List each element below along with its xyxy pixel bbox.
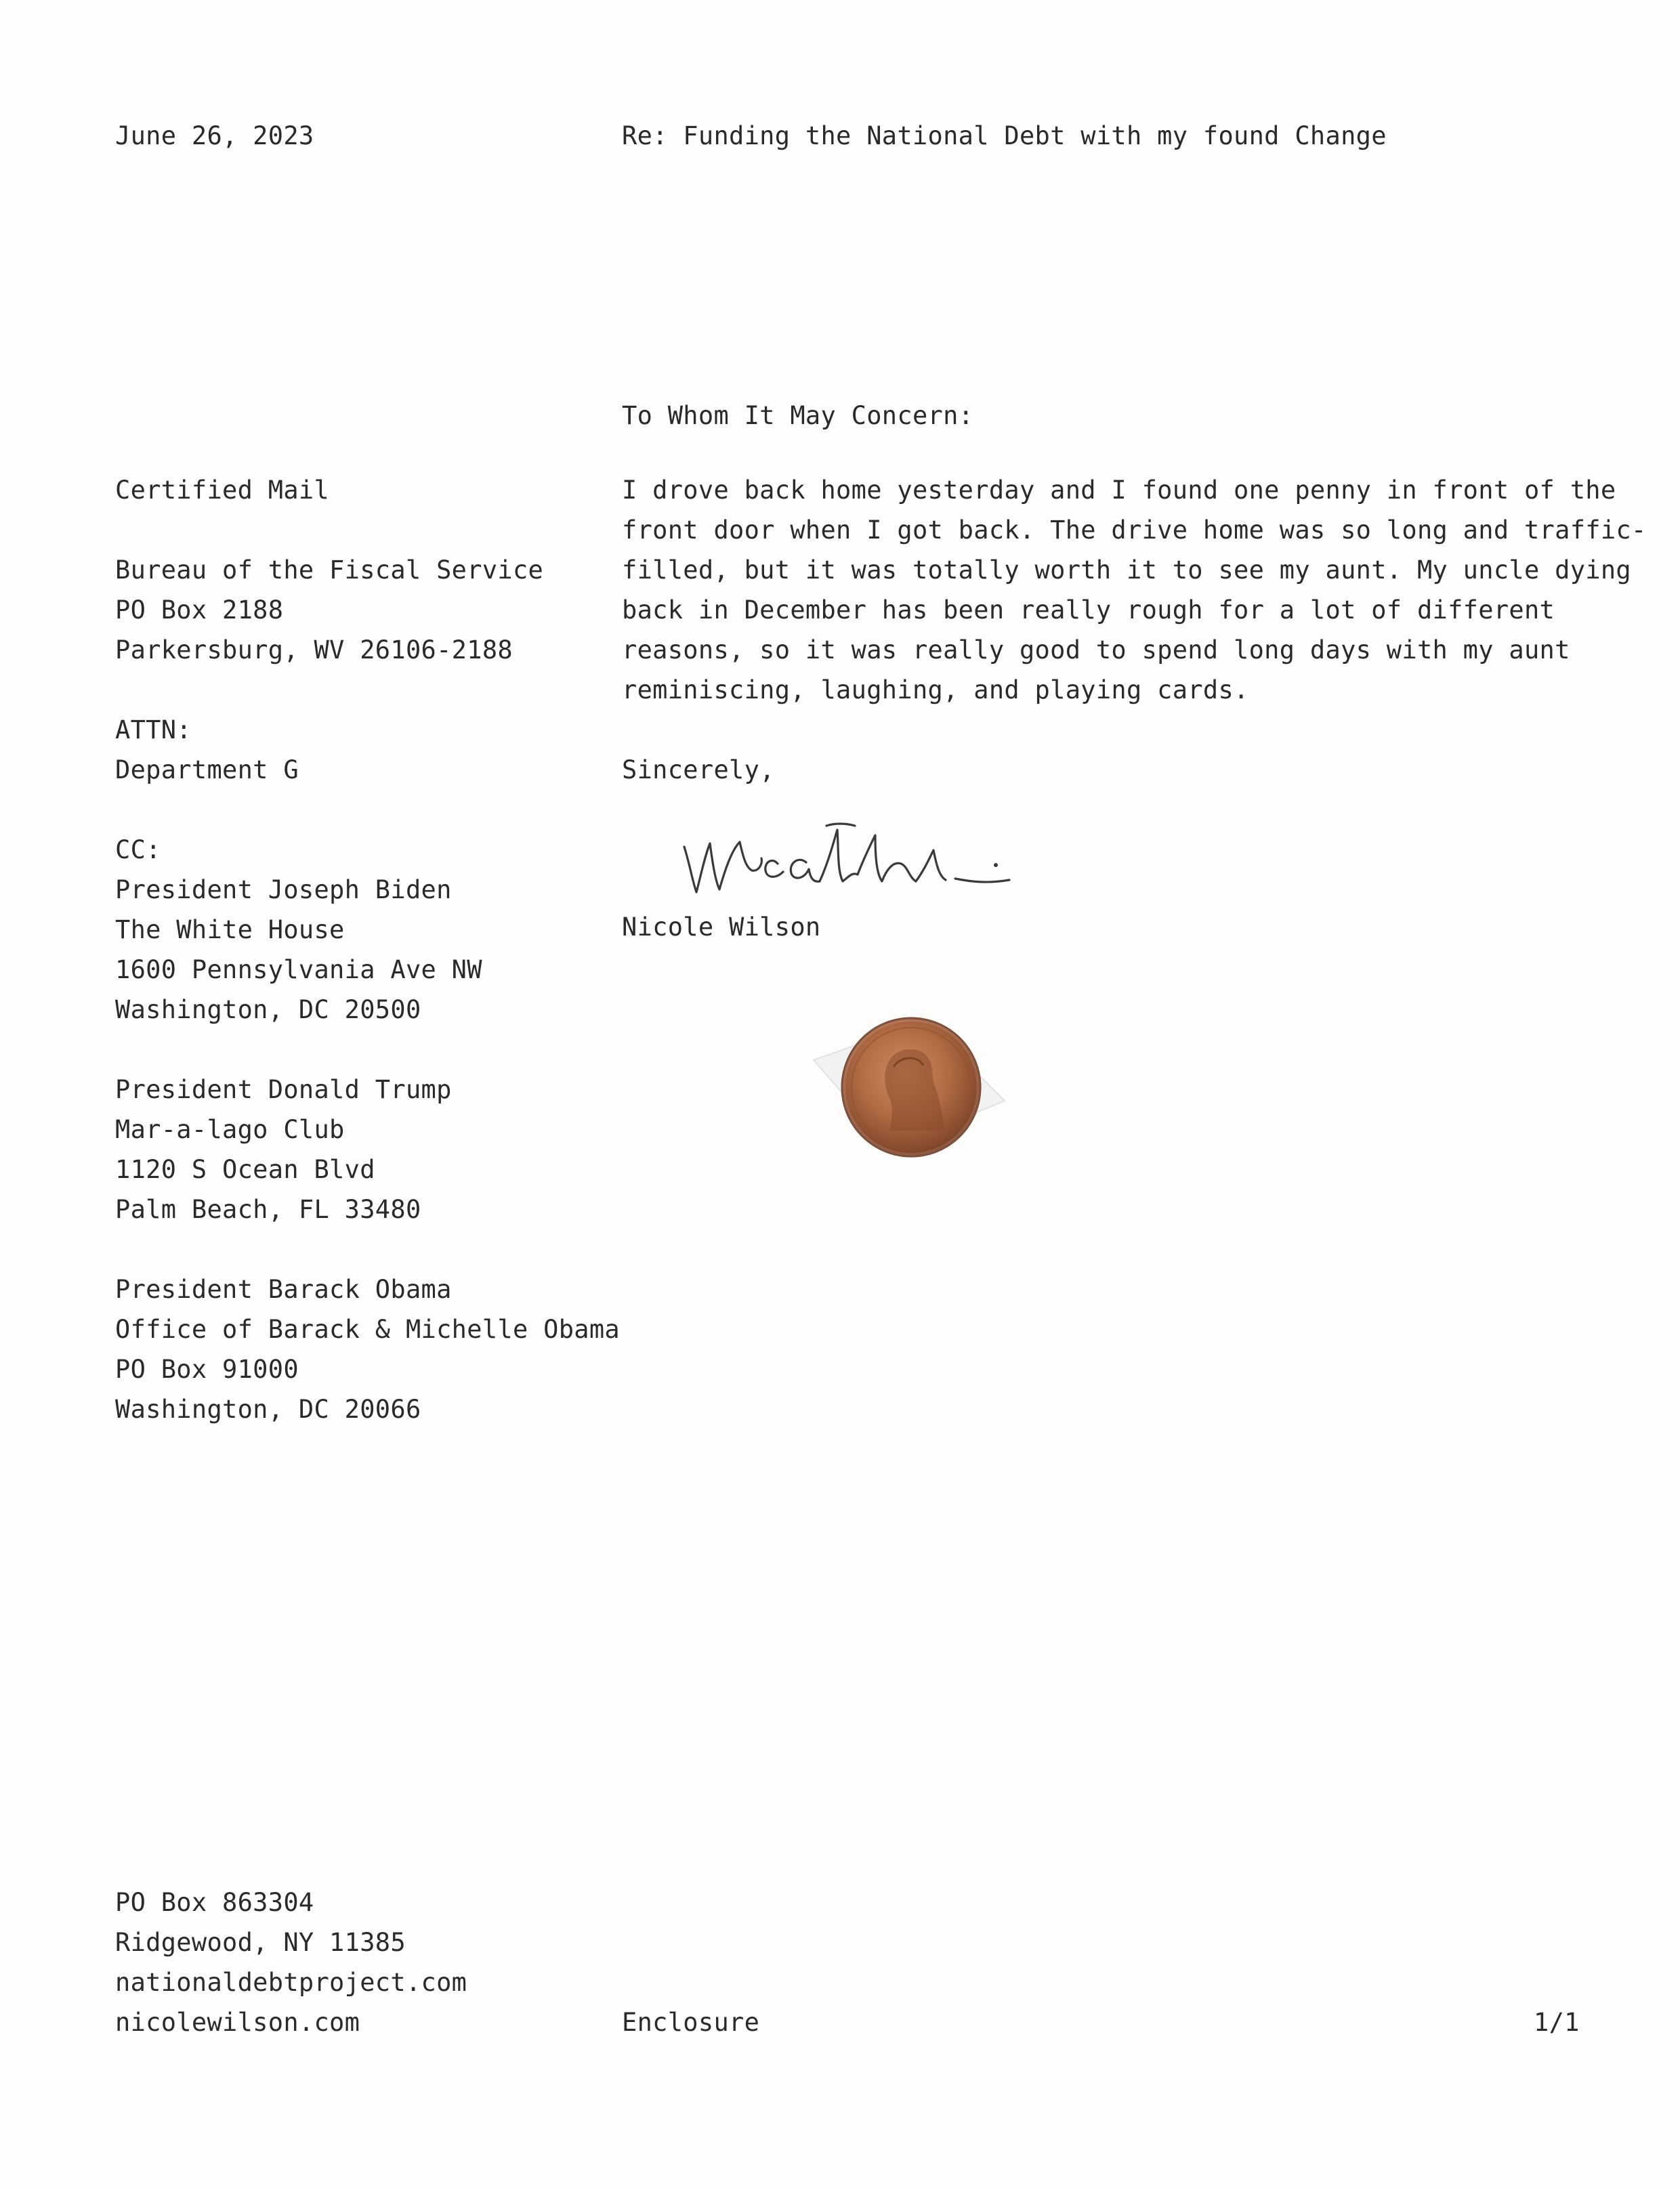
cc-recipient-line: PO Box 91000 <box>115 1355 299 1384</box>
signature-image <box>677 816 1030 904</box>
sender-address <box>115 1882 467 2042</box>
recipient-address-line: PO Box 2188 <box>115 595 284 625</box>
recipient-name: Bureau of the Fiscal Service <box>115 555 544 585</box>
attn-department: Department G <box>115 755 299 784</box>
attn-label: ATTN: <box>115 715 192 744</box>
sender-address-line: Ridgewood, NY 11385 <box>115 1928 406 1957</box>
address-column <box>115 470 620 1429</box>
body-line: front door when I got back. The drive home was so long and traffic- <box>622 516 1647 545</box>
body-line: filled, but it was totally worth it to see my aunt. My uncle dying <box>622 555 1632 585</box>
body-line: I drove back home yesterday and I found one penny in front of the <box>622 476 1616 505</box>
mailing-method: Certified Mail <box>115 476 330 505</box>
cc-recipient-line: Washington, DC 20500 <box>115 995 421 1024</box>
cc-recipient-line: President Donald Trump <box>115 1075 452 1104</box>
penny-image <box>810 986 1013 1189</box>
sender-website: nationaldebtproject.com <box>115 1968 467 1997</box>
cc-recipient-line: 1120 S Ocean Blvd <box>115 1155 375 1184</box>
enclosure-label: Enclosure <box>622 2008 760 2037</box>
cc-label: CC: <box>115 835 161 864</box>
letter-body <box>622 470 1647 790</box>
body-line: reminiscing, laughing, and playing cards. <box>622 675 1249 704</box>
page-number: 1/1 <box>1534 2008 1580 2037</box>
cc-recipient-line: President Joseph Biden <box>115 875 452 904</box>
cc-recipient-line: The White House <box>115 915 345 944</box>
signer-name: Nicole Wilson <box>622 912 821 942</box>
body-line: back in December has been really rough for a lot of different <box>622 595 1555 625</box>
cc-recipient-line: 1600 Pennsylvania Ave NW <box>115 955 482 984</box>
cc-recipient-line: Mar-a-lago Club <box>115 1115 345 1144</box>
cc-recipient-line: Office of Barack & Michelle Obama <box>115 1315 621 1344</box>
recipient-address-line: Parkersburg, WV 26106-2188 <box>115 635 513 665</box>
letter-subject: Re: Funding the National Debt with my found Change <box>622 121 1387 150</box>
letter-date: June 26, 2023 <box>115 121 314 150</box>
closing: Sincerely, <box>622 755 775 784</box>
sender-website: nicolewilson.com <box>115 2008 360 2037</box>
salutation: To Whom It May Concern: <box>622 401 974 430</box>
cc-recipient-line: President Barack Obama <box>115 1275 452 1304</box>
cc-recipient-line: Palm Beach, FL 33480 <box>115 1195 421 1224</box>
body-line: reasons, so it was really good to spend long days with my aunt <box>622 635 1570 665</box>
sender-address-line: PO Box 863304 <box>115 1888 314 1917</box>
cc-recipient-line: Washington, DC 20066 <box>115 1395 421 1424</box>
